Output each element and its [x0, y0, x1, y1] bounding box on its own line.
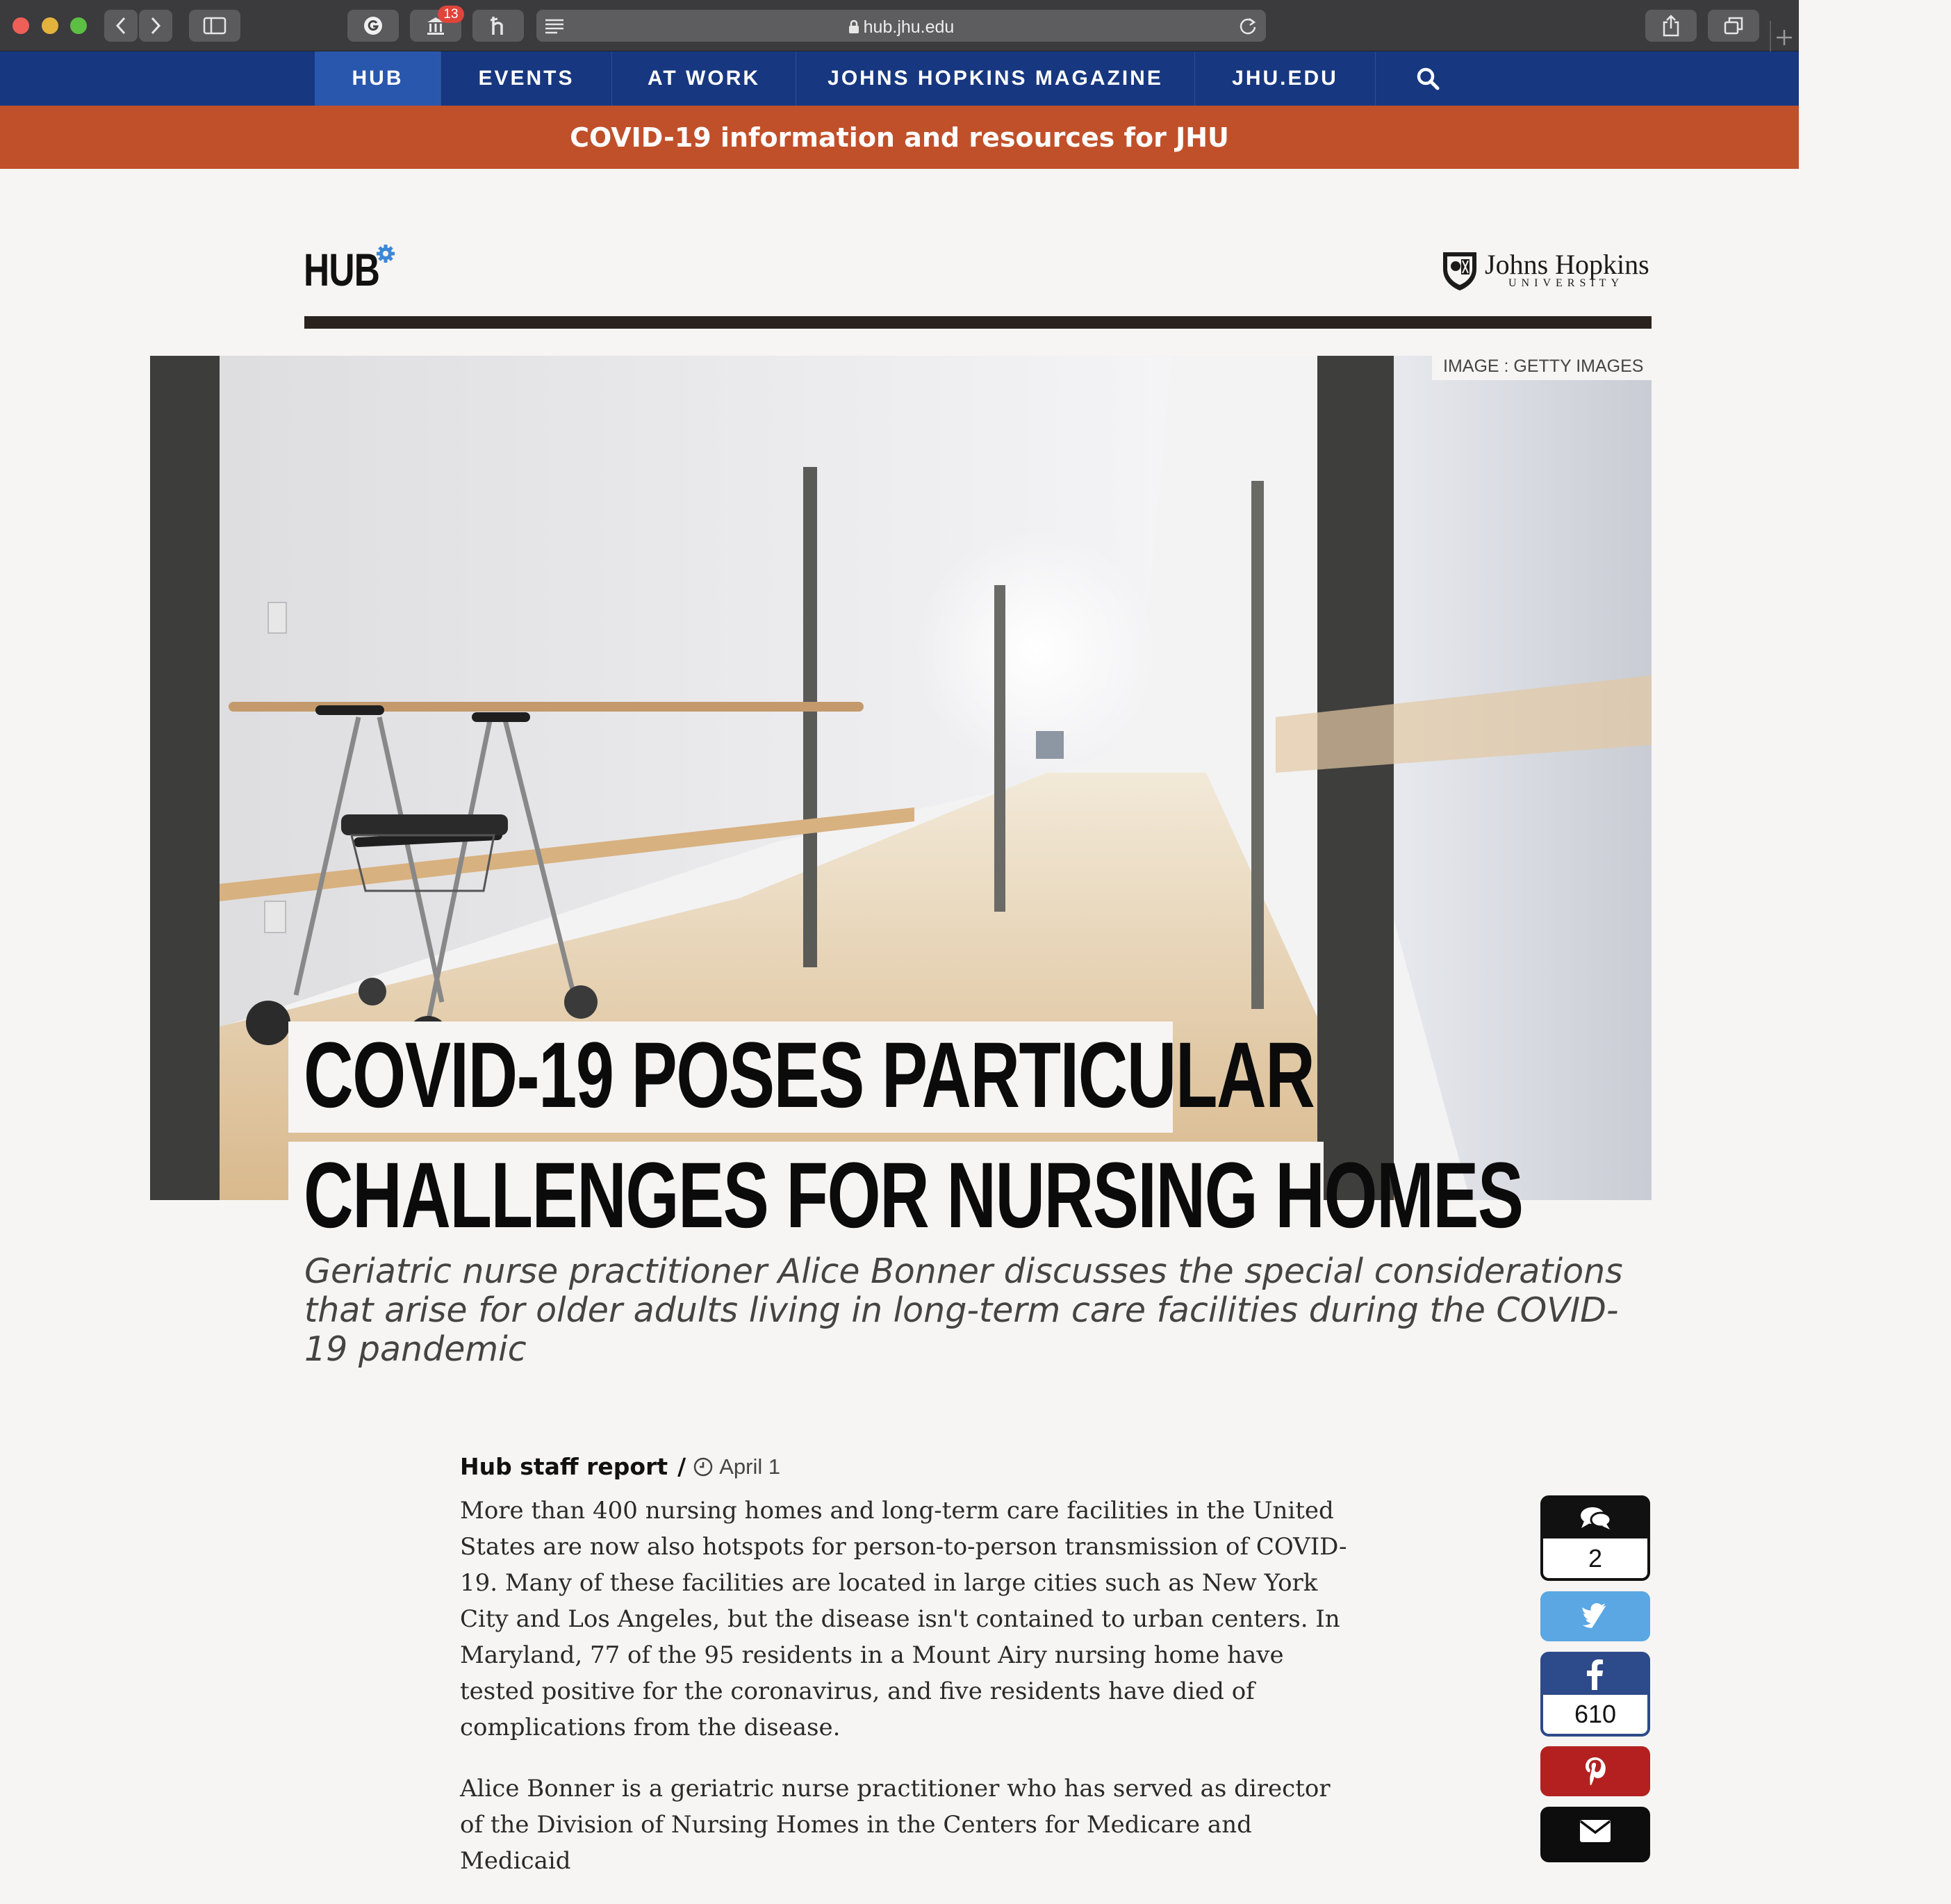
tab-overview-button[interactable]	[1708, 10, 1759, 42]
body-paragraph: More than 400 nursing homes and long-term care facilities in the United States are now also hotspots for person-to-person transmission of COVID-19. Many of these facilities are located in large cities such as New York City and Los Angeles, but the disease isn't contained to urban centers. In Maryland, 77 of the 95 residents in a Mount Airy nursing home have tested positive for the coronavirus, and five residents have died of complications from the disease.	[460, 1497, 1347, 1741]
nav-item-at-work[interactable]: AT WORK	[612, 51, 796, 106]
nav-item-johns-hopkins-magazine[interactable]: JOHNS HOPKINS MAGAZINE	[796, 51, 1195, 106]
browser-toolbar	[0, 0, 1799, 51]
email-share-button[interactable]	[1540, 1807, 1650, 1862]
article-body	[460, 1493, 1349, 1904]
lock-icon	[848, 20, 859, 34]
comments-button[interactable]	[1540, 1495, 1650, 1581]
share-button[interactable]	[1645, 10, 1697, 42]
minimize-window-button[interactable]	[42, 17, 58, 34]
chevron-left-icon	[114, 16, 128, 35]
nav-item-jhu-edu[interactable]: JHU.EDU	[1195, 51, 1376, 106]
plus-icon	[1769, 21, 1797, 51]
reload-button[interactable]	[1238, 16, 1258, 38]
sidebar-toggle-button[interactable]	[189, 10, 240, 42]
article-dek: Geriatric nurse practitioner Alice Bonner discusses the special considerations that arise for older adults living in long-term care facilities during the COVID-19 pandemic	[304, 1251, 1623, 1369]
grammarly-extension-button[interactable]	[347, 10, 399, 42]
byline	[460, 1453, 780, 1480]
clock-icon	[693, 1456, 714, 1477]
extension-badge: 13	[438, 6, 464, 23]
honey-icon	[489, 15, 507, 36]
headline-line-1	[288, 1021, 1315, 1133]
sidebar-icon	[203, 17, 227, 35]
facebook-share-count: 610	[1543, 1695, 1647, 1734]
address-bar[interactable]	[536, 10, 1266, 42]
hub-logo[interactable]: HUB	[304, 244, 380, 295]
pinterest-icon	[1583, 1756, 1607, 1787]
headline-text-1: COVID-19 POSES PARTICULAR	[304, 1024, 1315, 1127]
share-icon	[1662, 15, 1680, 37]
forward-button[interactable]	[139, 10, 172, 42]
url-text	[536, 17, 1266, 38]
author-link[interactable]: Hub staff report	[460, 1453, 668, 1480]
university-name: Johns Hopkins	[1485, 249, 1649, 280]
chevron-right-icon	[149, 16, 163, 35]
image-credit: IMAGE : GETTY IMAGES	[1432, 352, 1654, 380]
nav-item-events[interactable]: EVENTS	[441, 51, 612, 106]
url-label: hub.jhu.edu	[863, 17, 955, 37]
zoom-window-button[interactable]	[70, 17, 87, 34]
jhu-shield-icon	[1442, 249, 1478, 291]
search-button[interactable]	[1376, 51, 1480, 106]
pinterest-share-button[interactable]	[1540, 1746, 1650, 1796]
tabs-icon	[1723, 16, 1744, 35]
grammarly-icon	[363, 15, 384, 36]
honey-extension-button[interactable]	[472, 10, 524, 42]
facebook-icon	[1587, 1659, 1604, 1690]
covid-banner-link[interactable]: COVID-19 information and resources for JHU	[0, 106, 1799, 169]
body-paragraph: Alice Bonner is a geriatric nurse practitioner who has served as director of the Division of Nursing Homes in the Centers for Medicare and Medicaid	[460, 1775, 1331, 1875]
gear-icon	[375, 243, 396, 264]
headline-line-2	[288, 1142, 1523, 1253]
new-tab-button[interactable]	[1769, 21, 1797, 54]
comments-count: 2	[1543, 1538, 1647, 1578]
header-rule	[304, 316, 1652, 329]
back-button[interactable]	[104, 10, 138, 42]
twitter-icon	[1581, 1604, 1610, 1629]
byline-separator: /	[677, 1453, 686, 1480]
facebook-share-button[interactable]	[1540, 1652, 1650, 1737]
site-navigation	[0, 51, 1799, 106]
publish-date: April 1	[719, 1454, 781, 1479]
search-icon	[1415, 66, 1440, 91]
nav-item-hub[interactable]: HUB	[315, 51, 441, 106]
headline-text-2: CHALLENGES FOR NURSING HOMES	[304, 1144, 1523, 1247]
university-subtitle: UNIVERSITY	[1508, 277, 1624, 289]
johns-hopkins-university-logo[interactable]	[1442, 248, 1652, 291]
reload-icon	[1238, 16, 1258, 35]
email-icon	[1579, 1819, 1611, 1843]
comments-icon	[1579, 1504, 1612, 1532]
close-window-button[interactable]	[13, 17, 29, 34]
twitter-share-button[interactable]	[1540, 1591, 1650, 1641]
